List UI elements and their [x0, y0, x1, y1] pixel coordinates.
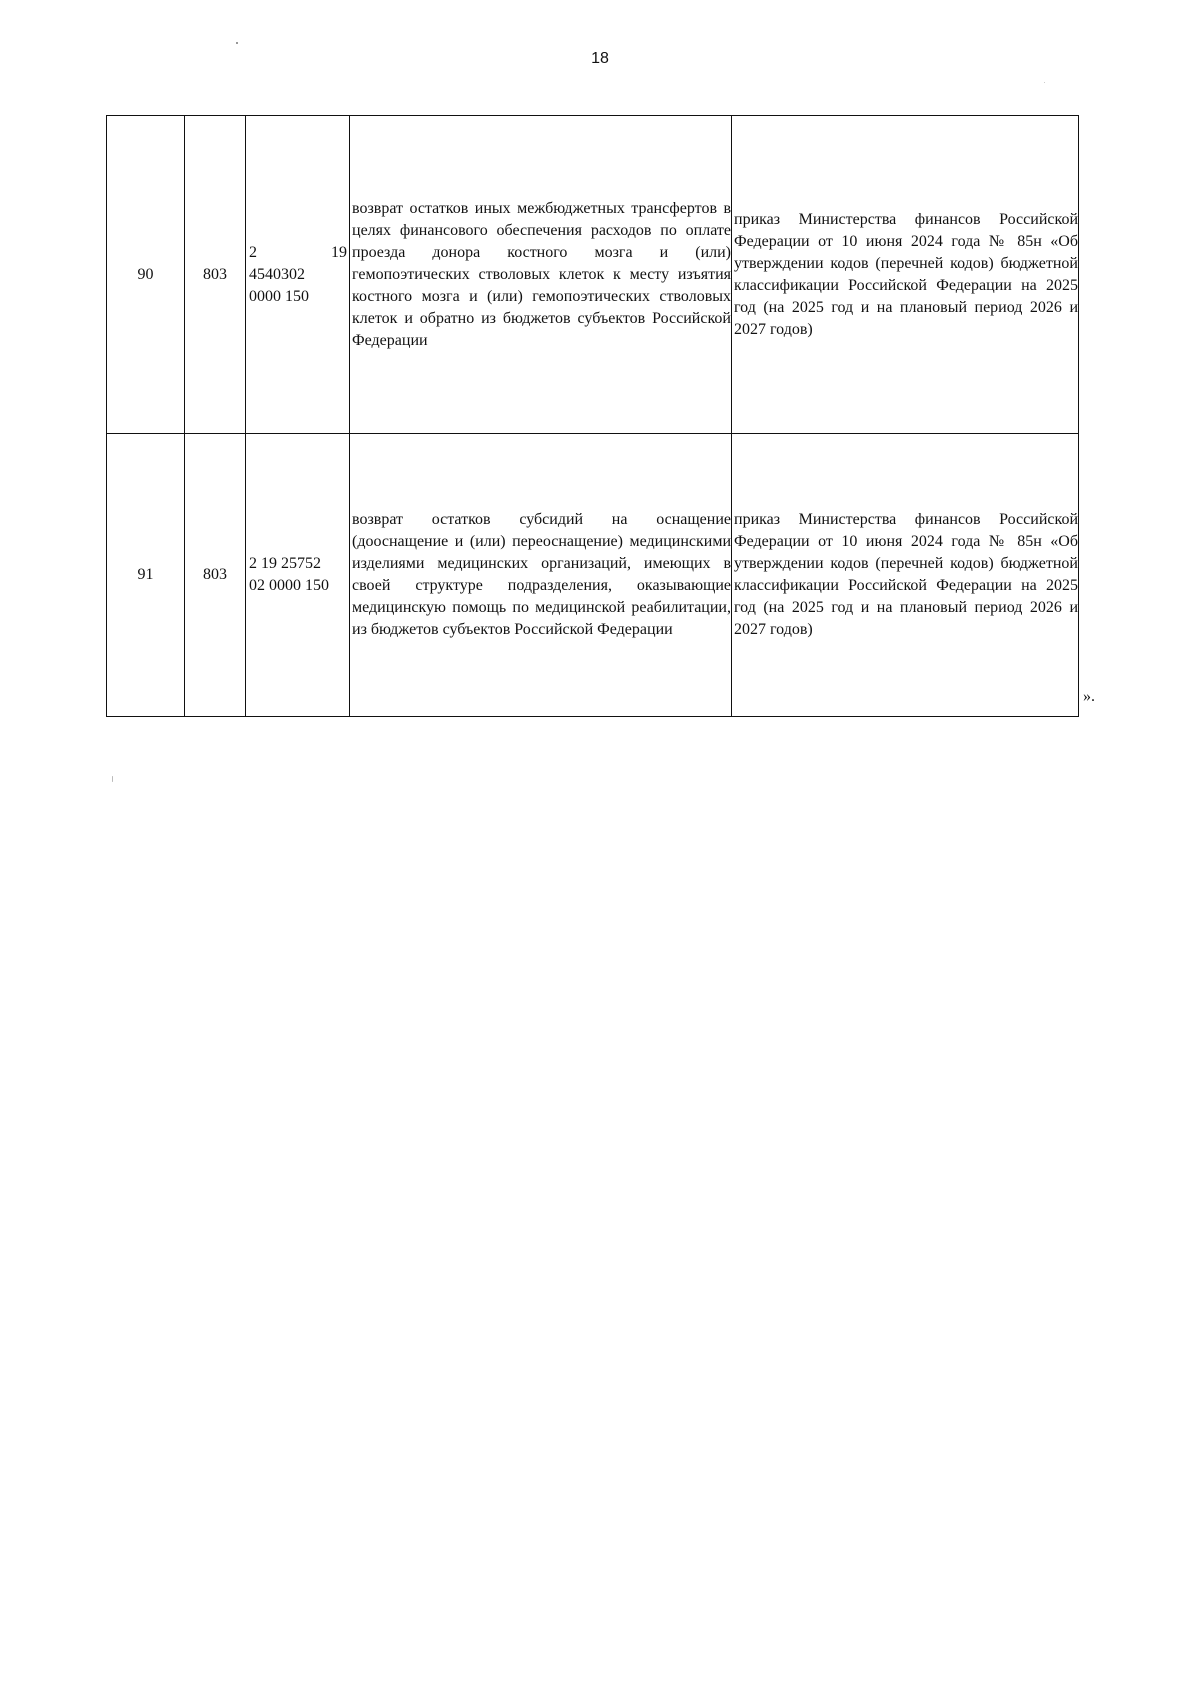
scan-speck — [1044, 82, 1045, 83]
legal-basis: приказ Министерства финансов Российской Федерации от 10 июня 2024 года № 85н «Об утверждении кодов (перечней кодов) бюджетной классификации Российской Федерации на 2025 год (на 2025 год и на плановый период 2026 и 2027 годов) — [732, 434, 1079, 717]
kbk-part: 2 — [249, 243, 257, 261]
page-number: 18 — [591, 50, 609, 67]
budget-classification-code — [246, 116, 350, 434]
closing-quote-mark: ». — [1083, 688, 1095, 705]
scan-speck — [236, 42, 238, 44]
kbk-line: 4540302 — [249, 265, 305, 283]
income-description: возврат остатков иных межбюджетных трансфертов в целях финансового обеспечения расходов по оплате проезда донора костного мозга и (или) гемопоэтических стволовых клеток к месту изъятия костного мозга и (или) гемопоэтических стволовых клеток и обратно из бюджетов субъектов Российской Федерации — [350, 116, 732, 434]
row-number: 90 — [107, 116, 185, 434]
budget-classification-code — [246, 434, 350, 717]
table-row — [107, 434, 1079, 717]
income-description: возврат остатков субсидий на оснащение (дооснащение и (или) переоснащение) медицинскими изделиями медицинских организаций, имеющих в своей структуре подразделения, оказывающие медицинскую помощь по медицинской реабилитации, из бюджетов субъектов Российской Федерации — [350, 434, 732, 717]
kbk-line: 2 19 25752 — [249, 555, 321, 572]
admin-code: 803 — [185, 116, 246, 434]
admin-code: 803 — [185, 434, 246, 717]
legal-basis: приказ Министерства финансов Российской Федерации от 10 июня 2024 года № 85н «Об утверждении кодов (перечней кодов) бюджетной классификации Российской Федерации на 2025 год (на 2025 год и на плановый период 2026 и 2027 годов) — [732, 116, 1079, 434]
scan-speck — [112, 776, 113, 782]
kbk-line: 02 0000 150 — [249, 577, 329, 594]
kbk-part: 19 — [331, 243, 347, 261]
row-number: 91 — [107, 434, 185, 717]
kbk-line: 0000 150 — [249, 287, 309, 305]
table-row — [107, 116, 1079, 434]
classification-table — [106, 115, 1079, 717]
